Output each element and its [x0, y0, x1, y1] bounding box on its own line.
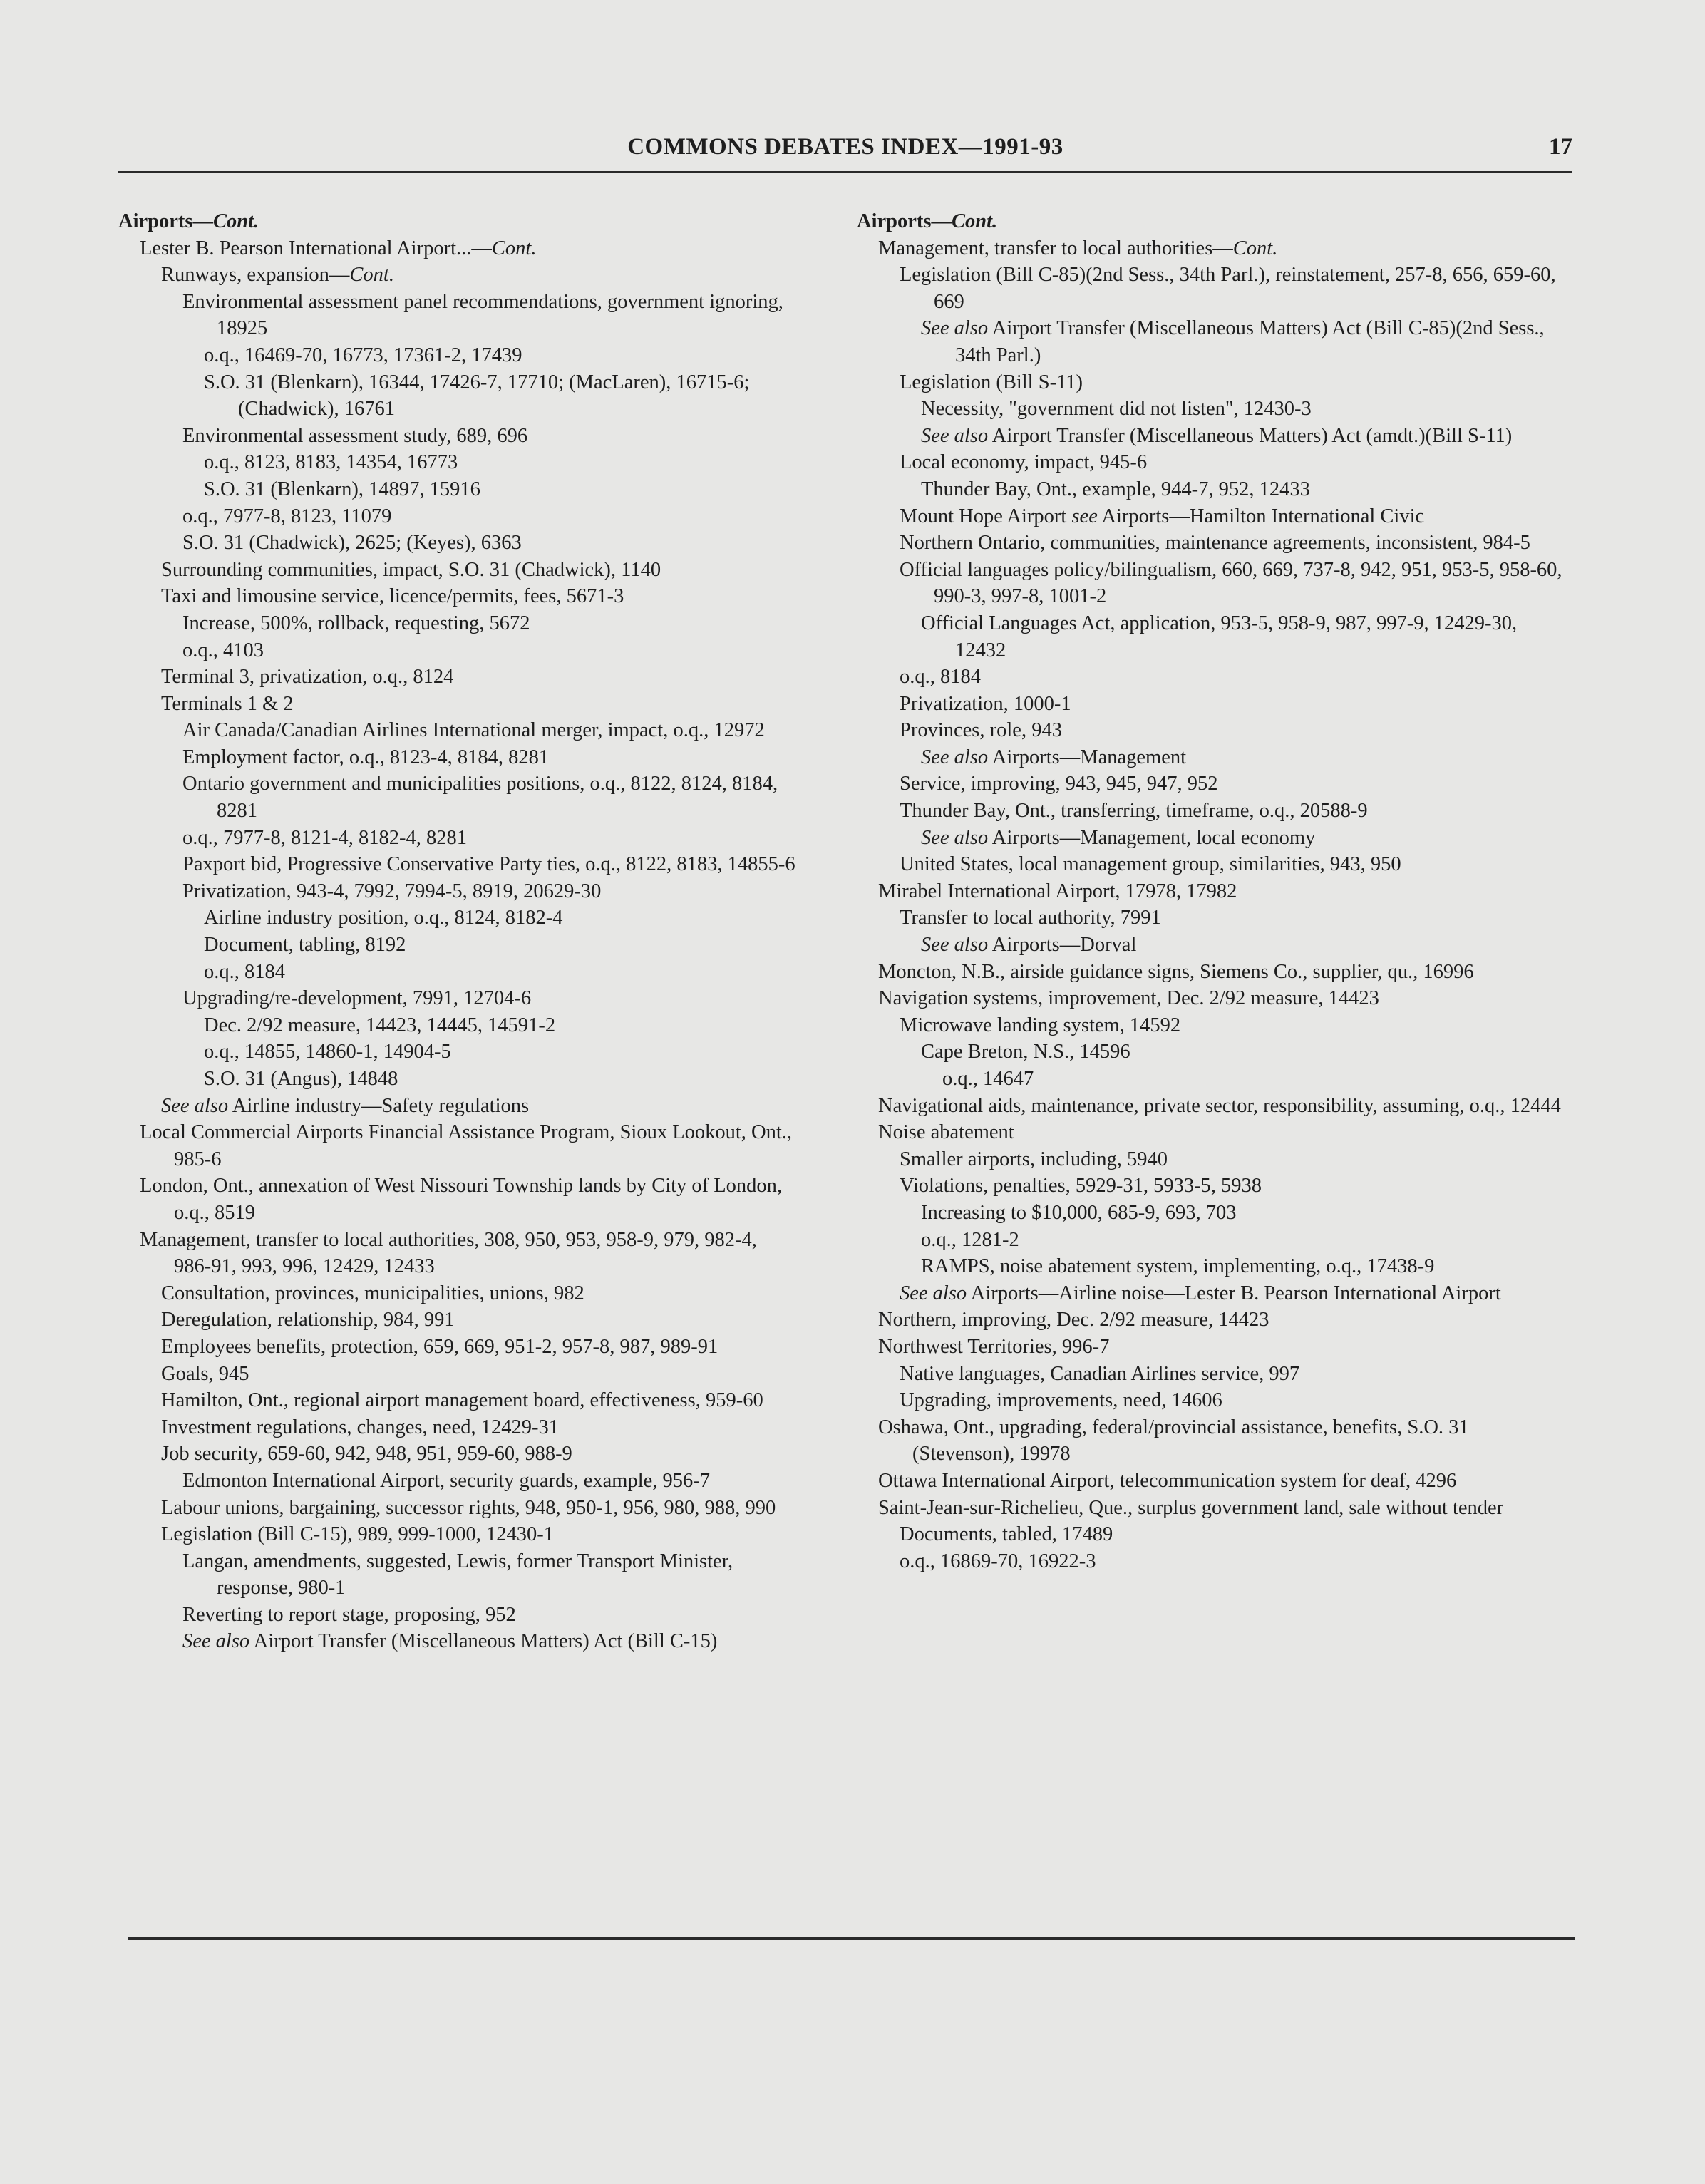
see-also-label: See also: [921, 934, 989, 957]
entry-text: Terminal 3, privatization, o.q., 8124: [161, 666, 454, 689]
entry-text: Paxport bid, Progressive Conservative Party ties, o.q., 8122, 8183, 14855-6: [182, 853, 795, 876]
index-entry: [857, 423, 1570, 450]
index-entry: [118, 1468, 795, 1495]
entry-text: Privatization, 1000-1: [900, 692, 1071, 715]
index-entry: [857, 1119, 1570, 1146]
see-also-label: See also: [161, 1094, 229, 1117]
index-entry: [118, 476, 795, 503]
entry-text: o.q., 7977-8, 8121-4, 8182-4, 8281: [182, 826, 467, 849]
entry-text: Thunder Bay, Ont., example, 944-7, 952, 12433: [921, 478, 1310, 500]
index-entry: [118, 342, 795, 369]
index-entry: [118, 1307, 795, 1334]
index-entry: [857, 1039, 1570, 1066]
index-entry: [857, 610, 1570, 664]
index-entry: [118, 932, 795, 959]
index-entry: [857, 744, 1570, 771]
entry-text: Consultation, provinces, municipalities, unions, 982: [161, 1282, 584, 1304]
entry-text: Edmonton International Airport, security guards, example, 956-7: [182, 1469, 711, 1492]
index-entry: [857, 1200, 1570, 1227]
index-entry: [118, 1173, 795, 1226]
index-entry: [857, 985, 1570, 1012]
entry-text: Deregulation, relationship, 984, 991: [161, 1309, 455, 1331]
index-entry: [857, 1253, 1570, 1280]
cont-label: Cont.: [491, 237, 537, 259]
index-entry: [857, 664, 1570, 691]
see-also-label: See also: [921, 424, 989, 447]
index-entry: [857, 557, 1570, 610]
entry-text: Ottawa International Airport, telecommunication system for deaf, 4296: [878, 1469, 1457, 1492]
index-entry: [857, 1521, 1570, 1548]
see-label: see: [1071, 505, 1098, 527]
entry-text: Service, improving, 943, 945, 947, 952: [900, 773, 1218, 795]
entry-text: Airports—Management: [988, 746, 1187, 768]
entry-text: o.q., 7977-8, 8123, 11079: [182, 505, 392, 527]
entry-text: S.O. 31 (Blenkarn), 14897, 15916: [204, 478, 480, 500]
index-entry: [857, 503, 1570, 530]
index-entry: [118, 235, 795, 262]
see-also-label: See also: [182, 1630, 250, 1653]
entry-text: Airports—Airline noise—Lester B. Pearson International Airport: [967, 1282, 1501, 1304]
index-entry: [118, 905, 795, 932]
index-entry: [118, 1361, 795, 1388]
index-entry: [118, 1602, 795, 1629]
entry-text: Increase, 500%, rollback, requesting, 5672: [182, 612, 530, 634]
index-entry: [118, 691, 795, 718]
index-entry: [118, 1012, 795, 1039]
entry-text: Management, transfer to local authorities—: [878, 237, 1233, 259]
entry-text: o.q., 4103: [182, 639, 264, 661]
entry-text: Lester B. Pearson International Airport...—: [140, 237, 492, 259]
entry-text: o.q., 1281-2: [921, 1228, 1019, 1251]
index-entry: [857, 235, 1570, 262]
index-entry: [857, 959, 1570, 986]
cont-label: Cont.: [1232, 237, 1278, 259]
index-entry: [857, 530, 1570, 557]
entry-heading: Airports—: [857, 210, 952, 232]
index-entry: [118, 637, 795, 664]
index-entry: [118, 717, 795, 744]
entry-text: Microwave landing system, 14592: [900, 1014, 1181, 1036]
entry-text: Increasing to $10,000, 685-9, 693, 703: [921, 1201, 1237, 1224]
index-entry: [857, 449, 1570, 476]
entry-text: Necessity, "government did not listen", 12430-3: [921, 398, 1312, 421]
header-title: COMMONS DEBATES INDEX—1991-93: [627, 134, 1063, 160]
index-entry: [118, 985, 795, 1012]
entry-text: o.q., 16469-70, 16773, 17361-2, 17439: [204, 344, 522, 366]
index-entry: [857, 1173, 1570, 1200]
entry-text: Upgrading, improvements, need, 14606: [900, 1389, 1222, 1412]
entry-text: Northern Ontario, communities, maintenance agreements, inconsistent, 984-5: [900, 532, 1530, 555]
entry-text: o.q., 14855, 14860-1, 14904-5: [204, 1041, 451, 1063]
index-entry: [118, 1093, 795, 1120]
entry-text: Environmental assessment study, 689, 696: [182, 424, 528, 447]
entry-text: Northwest Territories, 996-7: [878, 1335, 1110, 1358]
index-entry: [857, 905, 1570, 932]
index-entry: [118, 1119, 795, 1173]
entry-text: Local economy, impact, 945-6: [900, 451, 1148, 474]
index-entry: [118, 851, 795, 878]
cont-label: Cont.: [951, 210, 998, 232]
index-entry: [857, 1495, 1570, 1522]
index-entry: [857, 1012, 1570, 1039]
index-entry: [857, 1468, 1570, 1495]
entry-text: Runways, expansion—: [161, 264, 350, 287]
entry-text: Legislation (Bill S-11): [900, 371, 1083, 393]
index-entry: [857, 825, 1570, 852]
index-entry: [118, 959, 795, 986]
entry-text: S.O. 31 (Blenkarn), 16344, 17426-7, 17710; (MacLaren), 16715-6; (Chadwick), 16761: [204, 371, 750, 421]
entry-text: Airport Transfer (Miscellaneous Matters) Act (amdt.)(Bill S-11): [988, 424, 1513, 447]
entry-text: Reverting to report stage, proposing, 952: [182, 1603, 516, 1626]
index-entry: [857, 1066, 1570, 1093]
entry-text: Oshawa, Ont., upgrading, federal/provincial assistance, benefits, S.O. 31 (Stevenson), 19978: [878, 1416, 1469, 1466]
entry-text: Taxi and limousine service, licence/permits, fees, 5671-3: [161, 585, 624, 608]
entry-text: Native languages, Canadian Airlines service, 997: [900, 1362, 1300, 1385]
entry-text: o.q., 8184: [204, 960, 285, 983]
entry-text: Goals, 945: [161, 1362, 249, 1385]
index-entry: [857, 932, 1570, 959]
cont-label: Cont.: [212, 210, 259, 232]
entry-text: United States, local management group, similarities, 943, 950: [900, 853, 1401, 876]
entry-text: Surrounding communities, impact, S.O. 31 (Chadwick), 1140: [161, 558, 661, 581]
index-entry: [118, 208, 795, 235]
index-entry: [857, 717, 1570, 744]
entry-text: Transfer to local authority, 7991: [900, 907, 1161, 929]
index-entry: [857, 1146, 1570, 1173]
header-rule: [118, 171, 1572, 173]
index-entry: [118, 664, 795, 691]
entry-text: Langan, amendments, suggested, Lewis, former Transport Minister, response, 980-1: [182, 1550, 733, 1600]
entry-text: Airline industry—Safety regulations: [228, 1094, 530, 1117]
entry-text: Airports—Dorval: [988, 934, 1137, 957]
index-entry: [118, 1334, 795, 1361]
index-entry: [857, 1361, 1570, 1388]
cont-label: Cont.: [349, 264, 394, 287]
index-entry: [118, 423, 795, 450]
entry-text: Violations, penalties, 5929-31, 5933-5, 5938: [900, 1175, 1262, 1197]
entry-text: Official languages policy/bilingualism, 660, 669, 737-8, 942, 951, 953-5, 958-60, 990-3, 997-8, 1001-2: [900, 558, 1562, 608]
entry-text: Ontario government and municipalities positions, o.q., 8122, 8124, 8184, 8281: [182, 773, 778, 823]
index-entry: [857, 315, 1570, 369]
entry-text: Investment regulations, changes, need, 12429-31: [161, 1416, 559, 1438]
entry-text: Noise abatement: [878, 1121, 1014, 1144]
index-entry: [857, 878, 1570, 905]
page-header: [118, 134, 1572, 172]
see-also-label: See also: [921, 317, 989, 340]
index-entry: [118, 771, 795, 824]
index-entry: [857, 1548, 1570, 1575]
index-entry: [857, 476, 1570, 503]
entry-text: Navigational aids, maintenance, private sector, responsibility, assuming, o.q., 12444: [878, 1094, 1561, 1117]
entry-text: Airline industry position, o.q., 8124, 8182-4: [204, 907, 563, 929]
footer-rule: [128, 1937, 1575, 1940]
index-entry: [857, 1334, 1570, 1361]
entry-text: Provinces, role, 943: [900, 719, 1062, 742]
see-also-label: See also: [900, 1282, 967, 1304]
index-entry: [118, 1066, 795, 1093]
entry-text: Thunder Bay, Ont., transferring, timeframe, o.q., 20588-9: [900, 800, 1368, 823]
entry-text: Legislation (Bill C-15), 989, 999-1000, 12430-1: [161, 1523, 554, 1546]
entry-text: RAMPS, noise abatement system, implementing, o.q., 17438-9: [921, 1255, 1435, 1278]
entry-text: Smaller airports, including, 5940: [900, 1148, 1168, 1170]
entry-text: o.q., 14647: [942, 1068, 1034, 1090]
index-entry: [118, 1495, 795, 1522]
entry-text: Airports—Hamilton International Civic: [1097, 505, 1425, 527]
index-entry: [118, 610, 795, 637]
index-entry: [857, 851, 1570, 878]
entry-text: Mirabel International Airport, 17978, 17982: [878, 880, 1237, 902]
see-also-label: See also: [921, 826, 989, 849]
entry-text: Navigation systems, improvement, Dec. 2/92 measure, 14423: [878, 987, 1379, 1010]
entry-text: Upgrading/re-development, 7991, 12704-6: [182, 987, 532, 1010]
index-entry: [857, 369, 1570, 396]
entry-text: Management, transfer to local authorities, 308, 950, 953, 958-9, 979, 982-4, 986-91, 993, 996, 12429, 12433: [140, 1228, 757, 1278]
entry-text: o.q., 16869-70, 16922-3: [900, 1550, 1096, 1572]
index-entry: [857, 262, 1570, 315]
entry-text: Documents, tabled, 17489: [900, 1523, 1113, 1546]
entry-text: Airport Transfer (Miscellaneous Matters) Act (Bill C-85)(2nd Sess., 34th Parl.): [955, 317, 1545, 366]
index-entry: [118, 1521, 795, 1548]
index-entry: [857, 1307, 1570, 1334]
entry-text: Airport Transfer (Miscellaneous Matters) Act (Bill C-15): [249, 1630, 718, 1653]
entry-text: Mount Hope Airport: [900, 505, 1072, 527]
index-entry: [118, 744, 795, 771]
see-also-label: See also: [921, 746, 989, 768]
entry-text: Northern, improving, Dec. 2/92 measure, 14423: [878, 1309, 1269, 1331]
entry-text: Environmental assessment panel recommendations, government ignoring, 18925: [182, 290, 783, 340]
left-column: [118, 208, 795, 1655]
index-entry: [118, 583, 795, 610]
index-entry: [857, 1414, 1570, 1468]
index-entry: [857, 1093, 1570, 1120]
index-entry: [118, 449, 795, 476]
index-entry: [857, 691, 1570, 718]
entry-text: Legislation (Bill C-85)(2nd Sess., 34th Parl.), reinstatement, 257-8, 656, 659-60, 669: [900, 264, 1556, 313]
index-entry: [857, 771, 1570, 798]
index-entry: [118, 1039, 795, 1066]
entry-text: Hamilton, Ont., regional airport management board, effectiveness, 959-60: [161, 1389, 763, 1412]
index-entry: [857, 798, 1570, 825]
entry-text: Cape Breton, N.S., 14596: [921, 1041, 1130, 1063]
entry-text: Local Commercial Airports Financial Assistance Program, Sioux Lookout, Ont., 985-6: [140, 1121, 793, 1170]
entry-text: Privatization, 943-4, 7992, 7994-5, 8919, 20629-30: [182, 880, 602, 902]
index-entry: [857, 1280, 1570, 1307]
index-entry: [118, 1441, 795, 1468]
index-entry: [857, 1227, 1570, 1254]
entry-text: Moncton, N.B., airside guidance signs, Siemens Co., supplier, qu., 16996: [878, 960, 1474, 983]
page-number: 17: [1549, 134, 1572, 160]
entry-text: o.q., 8123, 8183, 14354, 16773: [204, 451, 458, 474]
index-entry: [118, 1280, 795, 1307]
index-entry: [857, 1387, 1570, 1414]
index-entry: [118, 825, 795, 852]
index-entry: [118, 1628, 795, 1655]
entry-text: Air Canada/Canadian Airlines International merger, impact, o.q., 12972: [182, 719, 765, 742]
index-entry: [857, 396, 1570, 423]
entry-text: Job security, 659-60, 942, 948, 951, 959-60, 988-9: [161, 1443, 572, 1466]
index-entry: [118, 369, 795, 423]
entry-text: Employees benefits, protection, 659, 669, 951-2, 957-8, 987, 989-91: [161, 1335, 718, 1358]
entry-text: Terminals 1 & 2: [161, 692, 294, 715]
index-entry: [857, 208, 1570, 235]
index-entry: [118, 289, 795, 342]
entry-text: o.q., 8184: [900, 666, 981, 689]
index-entry: [118, 1548, 795, 1602]
entry-text: Airports—Management, local economy: [988, 826, 1316, 849]
index-entry: [118, 1387, 795, 1414]
entry-text: Labour unions, bargaining, successor rights, 948, 950-1, 956, 980, 988, 990: [161, 1496, 776, 1519]
index-entry: [118, 1414, 795, 1441]
index-entry: [118, 503, 795, 530]
index-entry: [118, 1227, 795, 1280]
index-entry: [118, 878, 795, 905]
entry-text: London, Ont., annexation of West Nissouri Township lands by City of London, o.q., 8519: [140, 1175, 783, 1224]
entry-text: Dec. 2/92 measure, 14423, 14445, 14591-2: [204, 1014, 556, 1036]
right-column: [857, 208, 1570, 1575]
index-entry: [118, 530, 795, 557]
entry-text: Saint-Jean-sur-Richelieu, Que., surplus government land, sale without tender: [878, 1496, 1504, 1519]
entry-text: Document, tabling, 8192: [204, 934, 406, 957]
entry-heading: Airports—: [118, 210, 213, 232]
entry-text: S.O. 31 (Chadwick), 2625; (Keyes), 6363: [182, 532, 522, 555]
entry-text: Official Languages Act, application, 953-5, 958-9, 987, 997-9, 12429-30, 12432: [921, 612, 1518, 661]
entry-text: Employment factor, o.q., 8123-4, 8184, 8281: [182, 746, 550, 768]
index-entry: [118, 557, 795, 584]
entry-text: S.O. 31 (Angus), 14848: [204, 1068, 398, 1090]
index-entry: [118, 262, 795, 289]
